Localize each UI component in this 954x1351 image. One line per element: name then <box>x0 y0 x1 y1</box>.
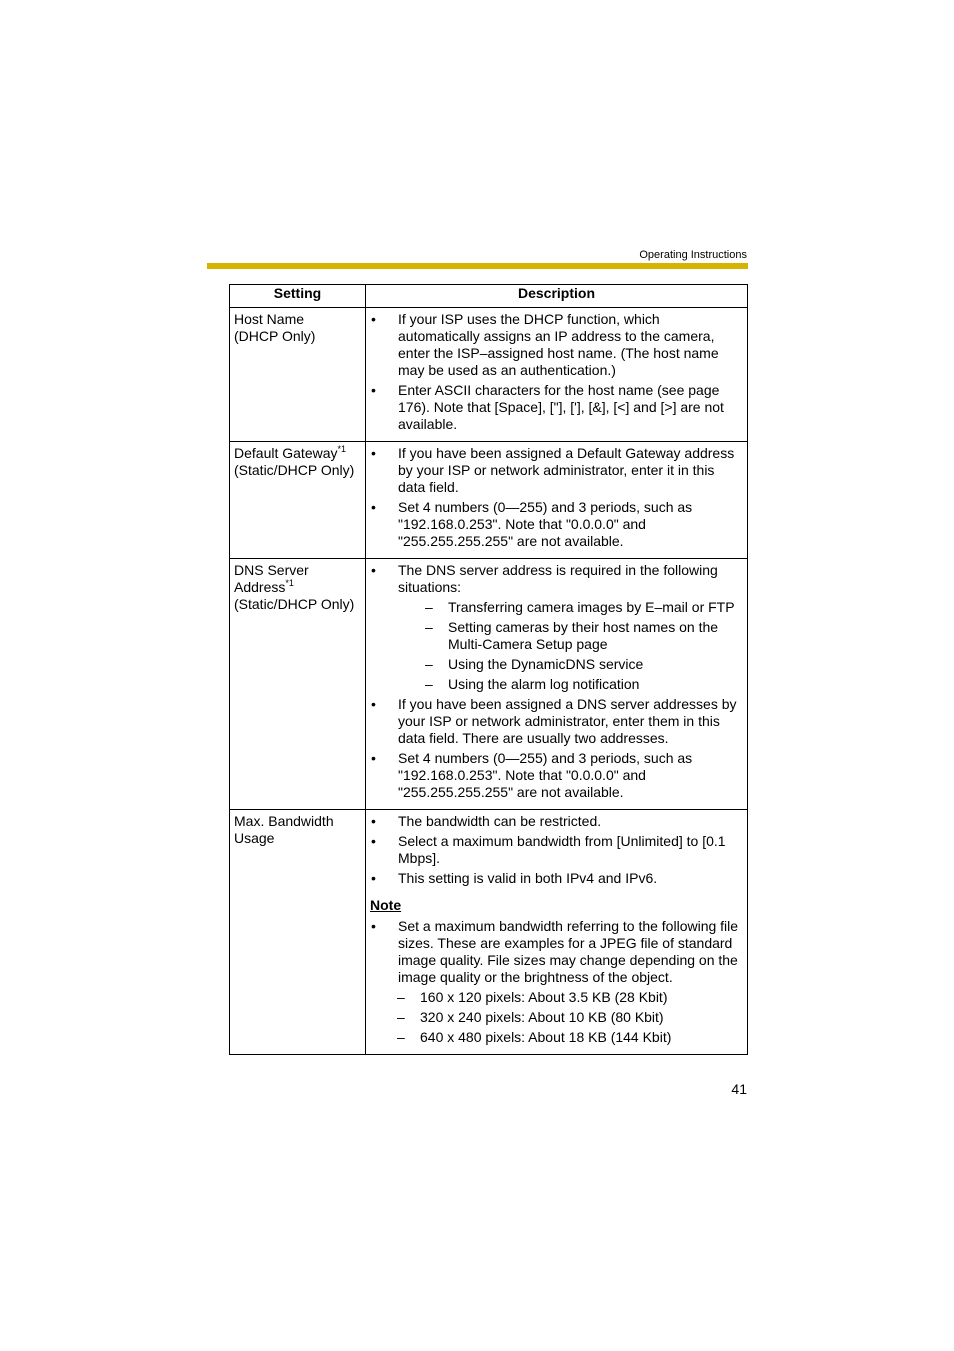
description-cell <box>366 308 748 442</box>
list-item: • Select a maximum bandwidth from [Unlimited] to [0.1 Mbps]. <box>370 833 741 867</box>
setting-column-header: Setting <box>230 285 366 308</box>
setting-label-text: Default Gateway <box>234 445 338 461</box>
table-row <box>230 442 748 559</box>
table-row <box>230 308 748 442</box>
setting-cell <box>230 308 366 442</box>
list-item: • Set a maximum bandwidth referring to the following file sizes. These are examples for a JPEG file of standard image quality. File sizes may change depending on the image quality or the brightness of the object. <box>370 918 741 986</box>
header-rule <box>207 263 748 269</box>
setting-label: DNS Server <box>234 562 309 578</box>
setting-qualifier: (Static/DHCP Only) <box>234 462 355 478</box>
sub-list-item: – Using the DynamicDNS service <box>370 656 741 673</box>
list-item: • The DNS server address is required in the following situations: <box>370 562 741 596</box>
footnote-ref: *1 <box>337 444 347 454</box>
setting-cell <box>230 559 366 810</box>
list-item: • The bandwidth can be restricted. <box>370 813 741 830</box>
list-item: • Set 4 numbers (0—255) and 3 periods, such as "192.168.0.253". Note that "0.0.0.0" and "255.255.255.255" are not available. <box>370 750 741 801</box>
table-row <box>230 559 748 810</box>
table-row <box>230 810 748 1055</box>
setting-qualifier: (Static/DHCP Only) <box>234 596 355 612</box>
sub-list-item: – 640 x 480 pixels: About 18 KB (144 Kbit) <box>370 1029 741 1046</box>
setting-label: Max. Bandwidth Usage <box>234 813 334 846</box>
sub-list-item: – Using the alarm log notification <box>370 676 741 693</box>
running-header: Operating Instructions <box>639 249 747 261</box>
settings-table <box>229 284 748 1055</box>
note-heading: Note <box>370 897 402 913</box>
list-item: • Set 4 numbers (0—255) and 3 periods, such as "192.168.0.253". Note that "0.0.0.0" and "255.255.255.255" are not available. <box>370 499 741 550</box>
list-item: • If you have been assigned a Default Gateway address by your ISP or network administrator, enter it in this data field. <box>370 445 741 496</box>
sub-list-item: – 320 x 240 pixels: About 10 KB (80 Kbit) <box>370 1009 741 1026</box>
sub-list-item: – Transferring camera images by E–mail or FTP <box>370 599 741 616</box>
description-cell <box>366 442 748 559</box>
list-item: • If your ISP uses the DHCP function, which automatically assigns an IP address to the camera, enter the ISP–assigned host name. (The host name may be used as an authentication.) <box>370 311 741 379</box>
setting-label: Host Name <box>234 311 305 327</box>
page-number: 41 <box>731 1081 747 1097</box>
sub-list-item: – Setting cameras by their host names on the Multi-Camera Setup page <box>370 619 741 653</box>
description-cell <box>366 559 748 810</box>
list-item: • This setting is valid in both IPv4 and IPv6. <box>370 870 741 887</box>
setting-cell <box>230 442 366 559</box>
setting-label-text: Address <box>234 579 286 595</box>
setting-qualifier: (DHCP Only) <box>234 328 316 344</box>
list-item: • If you have been assigned a DNS server addresses by your ISP or network administrator, enter them in this data field. There are usually two addresses. <box>370 696 741 747</box>
list-item: • Enter ASCII characters for the host name (see page 176). Note that [Space], ["], ['], [&], [<] and [>] are not available. <box>370 382 741 433</box>
description-cell <box>366 810 748 1055</box>
table-header-row <box>230 285 748 308</box>
setting-cell <box>230 810 366 1055</box>
sub-list-item: – 160 x 120 pixels: About 3.5 KB (28 Kbit) <box>370 989 741 1006</box>
description-column-header: Description <box>366 285 748 308</box>
footnote-ref: *1 <box>285 578 294 588</box>
setting-label-cont <box>234 579 361 596</box>
setting-label <box>234 445 361 462</box>
